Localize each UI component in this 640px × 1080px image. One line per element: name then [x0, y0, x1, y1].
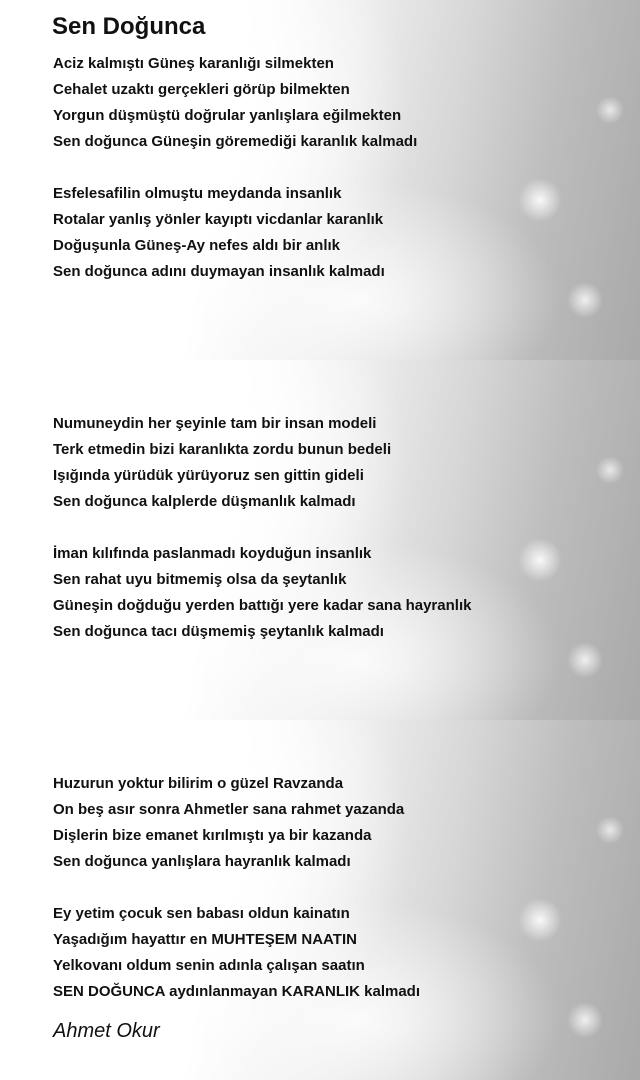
poem-line: Huzurun yoktur bilirim o güzel Ravzanda — [53, 775, 344, 792]
poem-line: SEN DOĞUNCA aydınlanmayan KARANLIK kalmadı — [53, 983, 421, 1000]
poem-panel-3 — [0, 720, 640, 1080]
poem-line: Sen doğunca adını duymayan insanlık kalmadı — [53, 263, 385, 280]
poem-line: Sen doğunca yanlışlara hayranlık kalmadı — [53, 853, 351, 870]
poem-line: Sen rahat uyu bitmemiş olsa da şeytanlık — [53, 571, 347, 588]
poem-line: Cehalet uzaktı gerçekleri görüp bilmekten — [53, 81, 350, 98]
poem-line: Esfelesafilin olmuştu meydanda insanlık — [53, 185, 342, 202]
stanza — [53, 541, 471, 645]
stanza — [53, 411, 391, 515]
poem-line: İman kılıfında paslanmadı koyduğun insanlık — [53, 545, 372, 562]
poem-line: Aciz kalmıştı Güneş karanlığı silmekten — [53, 55, 334, 72]
poem-line: Yelkovanı oldum senin adınla çalışan saatın — [53, 957, 365, 974]
poem-author: Ahmet Okur — [53, 1020, 160, 1042]
poem-line: Sen doğunca tacı düşmemiş şeytanlık kalmadı — [53, 623, 384, 640]
poem-line: Terk etmedin bizi karanlıkta zordu bunun bedeli — [53, 441, 392, 458]
poem-line: Yaşadığım hayattır en MUHTEŞEM NAATIN — [53, 931, 357, 948]
poem-title: Sen Doğunca — [52, 13, 206, 40]
stanza — [53, 181, 385, 285]
poem-panel-2 — [0, 360, 640, 720]
poem-line: Dişlerin bize emanet kırılmıştı ya bir kazanda — [53, 827, 372, 844]
poem-line: Numuneydin her şeyinle tam bir insan modeli — [53, 415, 377, 432]
poem-line: Ey yetim çocuk sen babası oldun kainatın — [53, 905, 350, 922]
poem-line: Doğuşunla Güneş-Ay nefes aldı bir anlık — [53, 237, 340, 254]
poem-line: Sen doğunca Güneşin göremediği karanlık kalmadı — [53, 133, 418, 150]
poem-line: Güneşin doğduğu yerden battığı yere kadar sana hayranlık — [53, 597, 472, 614]
poem-line: Sen doğunca kalplerde düşmanlık kalmadı — [53, 493, 356, 510]
poem-panel-1 — [0, 0, 640, 360]
stanza — [53, 771, 404, 875]
stanza — [53, 51, 417, 155]
stanza — [53, 901, 420, 1005]
poem-line: Rotalar yanlış yönler kayıptı vicdanlar karanlık — [53, 211, 384, 228]
poem-line: On beş asır sonra Ahmetler sana rahmet yazanda — [53, 801, 405, 818]
poem-line: Işığında yürüdük yürüyoruz sen gittin gideli — [53, 467, 364, 484]
poem-line: Yorgun düşmüştü doğrular yanlışlara eğilmekten — [53, 107, 402, 124]
